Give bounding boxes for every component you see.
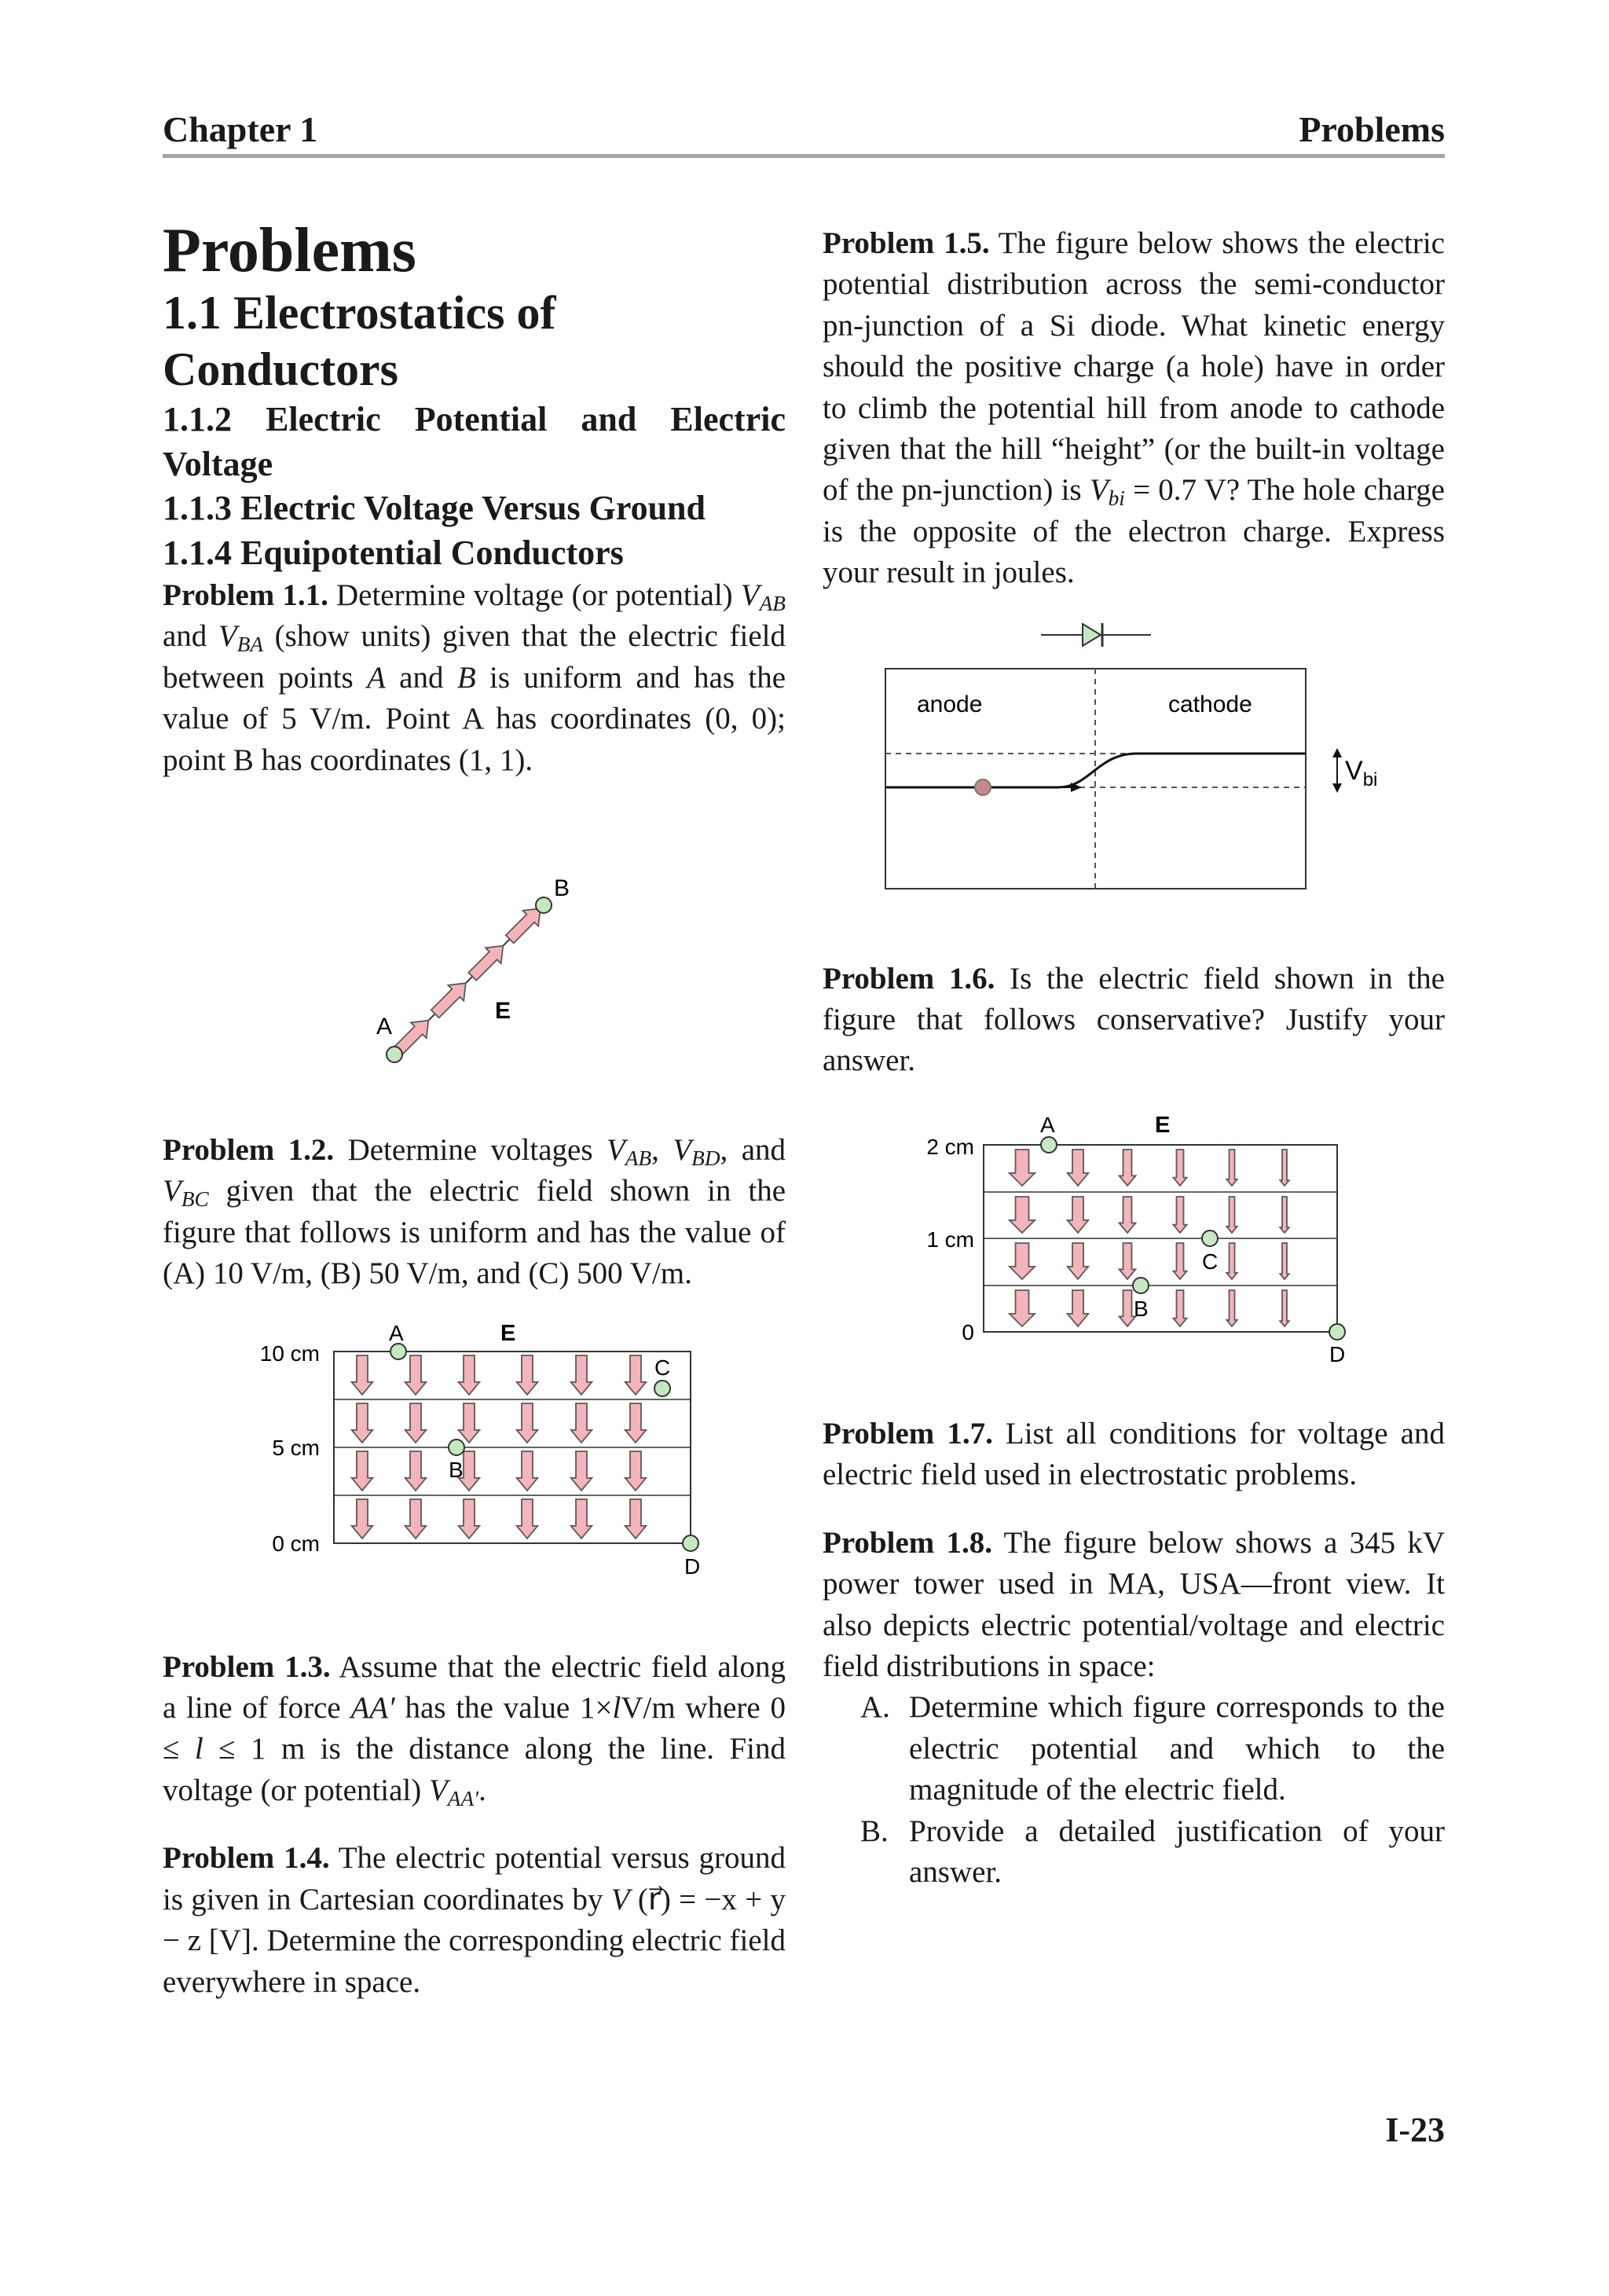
field-arrow-icon [1068, 1243, 1089, 1279]
vbi-label: $V_{bi}$ [1345, 755, 1378, 790]
field-arrow-icon [1010, 1150, 1035, 1186]
figure-1-1 [163, 817, 786, 1075]
field-arrow-icon [1120, 1243, 1136, 1279]
field-arrow-icon [571, 1355, 592, 1395]
problem-1-7: Problem 1.7. List all conditions for voltage and electric field used in electrostatic problems. [823, 1416, 1445, 1492]
subsection-heading: 1.1.3 Electric Voltage Versus Ground [163, 489, 706, 527]
point-c [1202, 1231, 1218, 1246]
field-arrow-icon [625, 1499, 647, 1539]
problem-label: Problem 1.6. [823, 961, 995, 996]
field-arrow-icon [352, 1355, 373, 1395]
problem-label: Problem 1.3. [163, 1649, 331, 1684]
field-arrow-icon [352, 1403, 373, 1443]
label-c: C [654, 1355, 671, 1380]
label-b: B [449, 1457, 464, 1482]
field-arrow-icon [517, 1403, 538, 1443]
field-arrow-icon [571, 1403, 592, 1443]
field-arrow-icon [517, 1451, 538, 1491]
page-title: Problems [163, 216, 416, 285]
figure-1-2 [163, 1317, 786, 1616]
y-tick-1: 1 cm [926, 1227, 974, 1252]
page-number: I-23 [1385, 2111, 1445, 2149]
cathode-label: cathode [1168, 691, 1252, 717]
arrowhead-icon [1332, 748, 1342, 757]
header-rule [163, 154, 1445, 158]
hole-charge [975, 779, 991, 795]
list-item: A. Determine which figure corresponds to the electric potential and which to the magnitude of the electric field. [860, 1690, 1445, 1807]
field-arrow-icon [1226, 1290, 1237, 1326]
field-arrow-icon [1120, 1197, 1136, 1233]
field-arrow-icon [468, 946, 503, 981]
field-arrow-icon [352, 1499, 373, 1539]
field-arrow-icon [459, 1355, 480, 1395]
figure-1-5 [823, 619, 1445, 910]
field-arrow-icon [1068, 1150, 1089, 1186]
label-a: A [389, 1320, 404, 1345]
field-arrow-icon [405, 1403, 427, 1443]
field-arrow-icon [1226, 1197, 1237, 1233]
label-c: C [1202, 1249, 1219, 1274]
right-column [823, 223, 1445, 1893]
field-arrow-icon [1173, 1150, 1186, 1186]
label-d: D [1329, 1341, 1346, 1366]
list-item: B. Provide a detailed justification of your answer. [860, 1814, 1445, 1889]
field-arrow-icon [625, 1403, 647, 1443]
point-b [1133, 1278, 1149, 1293]
point-b [536, 897, 552, 913]
problem-label: Problem 1.7. [823, 1416, 993, 1451]
point-d [1329, 1324, 1345, 1340]
problem-1-5: Problem 1.5. The figure below shows the electric potential distribution across the semi-conductor pn-junction of a Si diode. What kinetic energy should the positive charge (a hole) have in order to climb the potential hill from anode to cathode given that the hill “height” (or the built-in voltage of the pn-junction) is $V_{bi} = 0.7$ V? The hole charge is the opposite of the electron charge. Express your result in joules. [823, 226, 1445, 590]
problem-label: Problem 1.4. [163, 1841, 330, 1876]
diode-symbol-icon [1083, 624, 1101, 646]
y-tick-0: 0 [962, 1319, 974, 1344]
problem-1-6: Problem 1.6. Is the electric field shown in the figure that follows conservative? Justify your answer. [823, 961, 1445, 1078]
field-arrow-icon [1068, 1197, 1089, 1233]
point-a [1041, 1137, 1057, 1153]
field-arrow-icon [506, 908, 541, 943]
field-arrow-icon [1280, 1197, 1288, 1233]
field-arrow-icon [1010, 1243, 1035, 1279]
label-b: B [1134, 1296, 1149, 1321]
label-a: A [1040, 1112, 1055, 1137]
problem-1-8-list [823, 1687, 1445, 1893]
section-heading: 1.1 Electrostatics of Conductors [163, 287, 556, 395]
field-arrow-icon [1226, 1150, 1237, 1186]
y-tick-0: 0 cm [272, 1531, 320, 1556]
field-arrow-icon [405, 1499, 427, 1539]
problem-label: Problem 1.1. [163, 578, 328, 612]
point-a [390, 1344, 406, 1359]
problem-label: Problem 1.8. [823, 1525, 992, 1560]
field-arrow-icon [459, 1499, 480, 1539]
field-arrow-icon [405, 1451, 427, 1491]
figure-1-6 [823, 1109, 1445, 1384]
field-arrow-icon [459, 1403, 480, 1443]
problem-label: Problem 1.2. [163, 1133, 335, 1168]
field-arrow-icon [1280, 1290, 1288, 1326]
field-arrow-icon [1068, 1290, 1089, 1326]
problem-1-2: Problem 1.2. Determine voltages $V_{AB}$, $V_{BD}$, and $V_{BC}$ given that the electric field shown in the figure that follows is uniform and has the value of (A) 10 V/m, (B) 50 V/m, and (C) 500 V/m. [163, 1133, 786, 1291]
problem-1-3: Problem 1.3. Assume that the electric field along a line of force AA′ has the value 1×lV/m where 0 ≤ l ≤ 1 m is the distance along the line. Find voltage (or potential) $V_{AA'}$. [163, 1649, 786, 1810]
y-tick-5: 5 cm [272, 1435, 320, 1460]
chapter-label: Chapter 1 [163, 109, 318, 149]
field-arrow-icon [1173, 1290, 1186, 1326]
label-a: A [376, 1014, 393, 1040]
field-arrow-icon [571, 1499, 592, 1539]
field-arrow-icon [352, 1451, 373, 1491]
arrowhead-icon [1332, 783, 1342, 793]
anode-label: anode [917, 691, 983, 717]
section-label: Problems [1299, 109, 1445, 149]
field-arrow-icon [625, 1451, 647, 1491]
field-arrow-icon [625, 1355, 647, 1395]
field-arrow-icon [1010, 1197, 1035, 1233]
problem-1-4: Problem 1.4. The electric potential versus ground is given in Cartesian coordinates by V (r⃗) = −x + y − z [V]. Determine the corresponding electric field everywhere in space. [163, 1841, 786, 1999]
y-tick-10: 10 cm [259, 1341, 320, 1366]
label-e: E [500, 1320, 516, 1346]
field-arrow-icon [1173, 1197, 1186, 1233]
field-arrow-icon [1173, 1243, 1186, 1279]
field-arrow-icon [405, 1355, 427, 1395]
problem-label: Problem 1.5. [823, 226, 990, 260]
problem-1-8: Problem 1.8. The figure below shows a 345 kV power tower used in MA, USA—front view. It also depicts electric potential/voltage and electric field distributions in space: [823, 1525, 1445, 1683]
field-arrow-icon [1010, 1290, 1035, 1326]
label-d: D [684, 1553, 701, 1579]
label-b: B [554, 875, 570, 902]
point-a [387, 1047, 402, 1062]
field-arrow-icon [1280, 1150, 1288, 1186]
field-arrow-icon [1226, 1243, 1237, 1279]
point-d [683, 1535, 698, 1551]
field-arrow-icon [517, 1499, 538, 1539]
subsection-heading: 1.1.2 Electric Potential and Electric Voltage [163, 400, 786, 483]
running-header [163, 108, 1445, 150]
field-arrow-icon [1280, 1243, 1288, 1279]
left-column [163, 217, 786, 2003]
label-e: E [1155, 1112, 1171, 1138]
field-arrow-icon [431, 983, 466, 1018]
label-e: E [495, 998, 511, 1025]
field-arrow-icon [571, 1451, 592, 1491]
field-arrow-icon [517, 1355, 538, 1395]
field-arrow-icon [1120, 1150, 1136, 1186]
y-tick-2: 2 cm [926, 1134, 974, 1159]
subsection-heading: 1.1.4 Equipotential Conductors [163, 533, 624, 572]
point-c [654, 1381, 670, 1396]
point-b [449, 1440, 464, 1455]
problem-1-1: Problem 1.1. Determine voltage (or potential) $V_{AB}$ and $V_{BA}$ (show units) given that the electric field between points A and B is uniform and has the value of 5 V/m. Point A has coordinates (0, 0); point B has coordinates (1, 1). [163, 578, 786, 777]
